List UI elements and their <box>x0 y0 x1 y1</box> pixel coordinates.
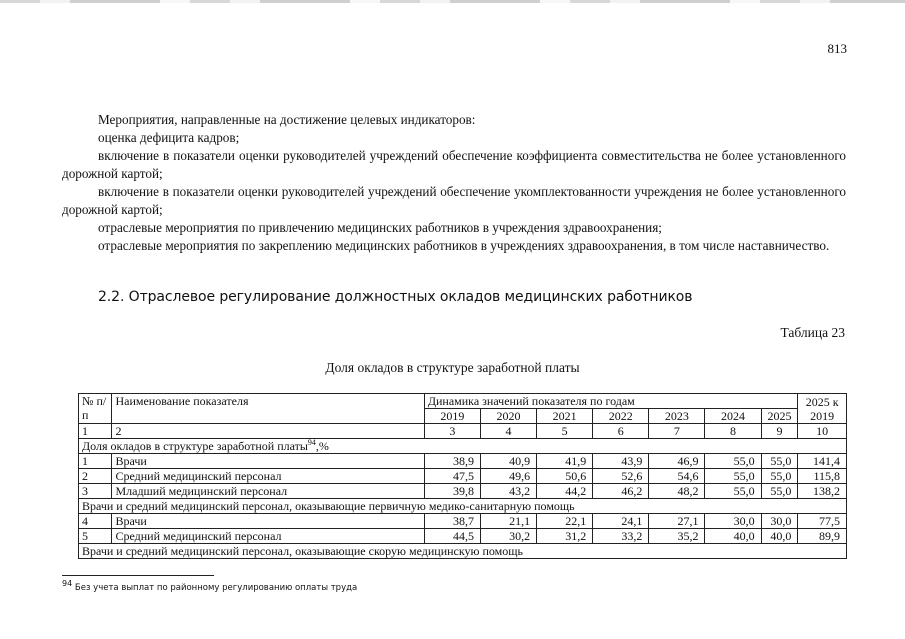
year-header: 2020 <box>480 409 536 424</box>
year-header: 2023 <box>649 409 705 424</box>
value-cell: 44,2 <box>537 484 593 499</box>
paragraph: отраслевые мероприятия по привлечению медицинских работников в учреждения здравоохранения; <box>98 220 662 235</box>
section-row <box>79 499 847 514</box>
year-header: 2025 <box>761 409 798 424</box>
index-cell: 6 <box>593 424 649 439</box>
body-text <box>62 111 846 255</box>
value-cell: 48,2 <box>649 484 705 499</box>
section-title-text: Врачи и средний медицинский персонал, оказывающие первичную медико-санитарную помощь <box>82 499 575 513</box>
value-cell: 30,2 <box>480 529 536 544</box>
value-cell: 55,0 <box>761 454 798 469</box>
footnote-text: Без учета выплат по районному регулированию оплаты труда <box>74 583 358 593</box>
section-title <box>79 499 847 514</box>
paragraph: Мероприятия, направленные на достижение целевых индикаторов: <box>98 112 476 127</box>
value-cell: 22,1 <box>537 514 593 529</box>
row-number: 4 <box>79 514 112 529</box>
paragraph: оценка дефицита кадров; <box>98 130 240 145</box>
section-title-suffix: ,% <box>315 439 329 453</box>
row-number: 2 <box>79 469 112 484</box>
table-row <box>79 454 847 469</box>
year-header: 2024 <box>705 409 761 424</box>
section-title <box>79 439 847 454</box>
value-cell: 44,5 <box>424 529 480 544</box>
value-cell: 55,0 <box>761 484 798 499</box>
row-name: Врачи <box>112 514 424 529</box>
data-table <box>78 393 847 559</box>
paragraph: отраслевые мероприятия по закреплению медицинских работников в учреждениях здравоохранения, в том числе наставничество. <box>98 238 830 253</box>
value-cell: 30,0 <box>761 514 798 529</box>
page-number: 813 <box>827 41 847 56</box>
table-row <box>79 529 847 544</box>
value-cell: 21,1 <box>480 514 536 529</box>
value-cell: 49,6 <box>480 469 536 484</box>
index-cell: 5 <box>537 424 593 439</box>
row-name: Младший медицинский персонал <box>112 484 424 499</box>
row-number: 1 <box>79 454 112 469</box>
value-cell: 43,2 <box>480 484 536 499</box>
header-row <box>79 394 847 409</box>
value-cell: 55,0 <box>705 484 761 499</box>
index-cell: 9 <box>761 424 798 439</box>
value-cell: 30,0 <box>705 514 761 529</box>
section-row <box>79 544 847 559</box>
value-cell: 46,9 <box>649 454 705 469</box>
index-cell: 1 <box>79 424 112 439</box>
table-row <box>79 514 847 529</box>
value-cell: 55,0 <box>761 469 798 484</box>
section-title <box>79 544 847 559</box>
value-cell: 52,6 <box>593 469 649 484</box>
value-cell: 35,2 <box>649 529 705 544</box>
section-row <box>79 439 847 454</box>
footnote-ref: 94 <box>307 438 316 447</box>
value-cell: 43,9 <box>593 454 649 469</box>
table-row <box>79 469 847 484</box>
value-cell: 40,9 <box>480 454 536 469</box>
index-cell: 3 <box>424 424 480 439</box>
index-cell: 8 <box>705 424 761 439</box>
section-title-text: Доля окладов в структуре заработной платы <box>82 439 308 453</box>
year-header: 2022 <box>593 409 649 424</box>
index-cell: 2 <box>112 424 424 439</box>
footnote <box>62 579 358 593</box>
table-caption: Доля окладов в структуре заработной платы <box>325 360 580 375</box>
index-cell: 7 <box>649 424 705 439</box>
paragraph: включение в показатели оценки руководителей учреждений обеспечение коэффициента совместительства не более установленного дорожной картой; <box>62 148 846 181</box>
col-num-header: № п/п <box>79 394 112 424</box>
year-header: 2021 <box>537 409 593 424</box>
footnote-ref: 94 <box>62 579 73 589</box>
col-ratio-header: 2025 к 2019 <box>798 394 847 424</box>
row-name: Средний медицинский персонал <box>112 469 424 484</box>
row-name: Врачи <box>112 454 424 469</box>
ratio-cell: 138,2 <box>798 484 847 499</box>
index-cell: 4 <box>480 424 536 439</box>
col-name-header: Наименование показателя <box>112 394 424 424</box>
year-header: 2019 <box>424 409 480 424</box>
value-cell: 31,2 <box>537 529 593 544</box>
value-cell: 38,7 <box>424 514 480 529</box>
value-cell: 47,5 <box>424 469 480 484</box>
value-cell: 24,1 <box>593 514 649 529</box>
row-name: Средний медицинский персонал <box>112 529 424 544</box>
value-cell: 50,6 <box>537 469 593 484</box>
ratio-cell: 141,4 <box>798 454 847 469</box>
table-row <box>79 484 847 499</box>
row-number: 3 <box>79 484 112 499</box>
value-cell: 46,2 <box>593 484 649 499</box>
table-number: Таблица 23 <box>780 325 845 340</box>
value-cell: 55,0 <box>705 454 761 469</box>
scan-edge <box>0 0 905 3</box>
value-cell: 33,2 <box>593 529 649 544</box>
value-cell: 27,1 <box>649 514 705 529</box>
ratio-cell: 115,8 <box>798 469 847 484</box>
section-heading: 2.2. Отраслевое регулирование должностных окладов медицинских работников <box>98 289 693 305</box>
value-cell: 55,0 <box>705 469 761 484</box>
section-title-text: Врачи и средний медицинский персонал, оказывающие скорую медицинскую помощь <box>82 544 523 558</box>
col-dynamics-header: Динамика значений показателя по годам <box>424 394 798 409</box>
index-cell: 10 <box>798 424 847 439</box>
value-cell: 54,6 <box>649 469 705 484</box>
footnote-separator <box>62 575 214 576</box>
paragraph: включение в показатели оценки руководителей учреждений обеспечение укомплектованности учреждения не более установленного дорожной картой; <box>62 184 846 217</box>
value-cell: 38,9 <box>424 454 480 469</box>
ratio-cell: 89,9 <box>798 529 847 544</box>
row-number: 5 <box>79 529 112 544</box>
value-cell: 40,0 <box>761 529 798 544</box>
value-cell: 41,9 <box>537 454 593 469</box>
index-row <box>79 424 847 439</box>
value-cell: 39,8 <box>424 484 480 499</box>
value-cell: 40,0 <box>705 529 761 544</box>
ratio-cell: 77,5 <box>798 514 847 529</box>
